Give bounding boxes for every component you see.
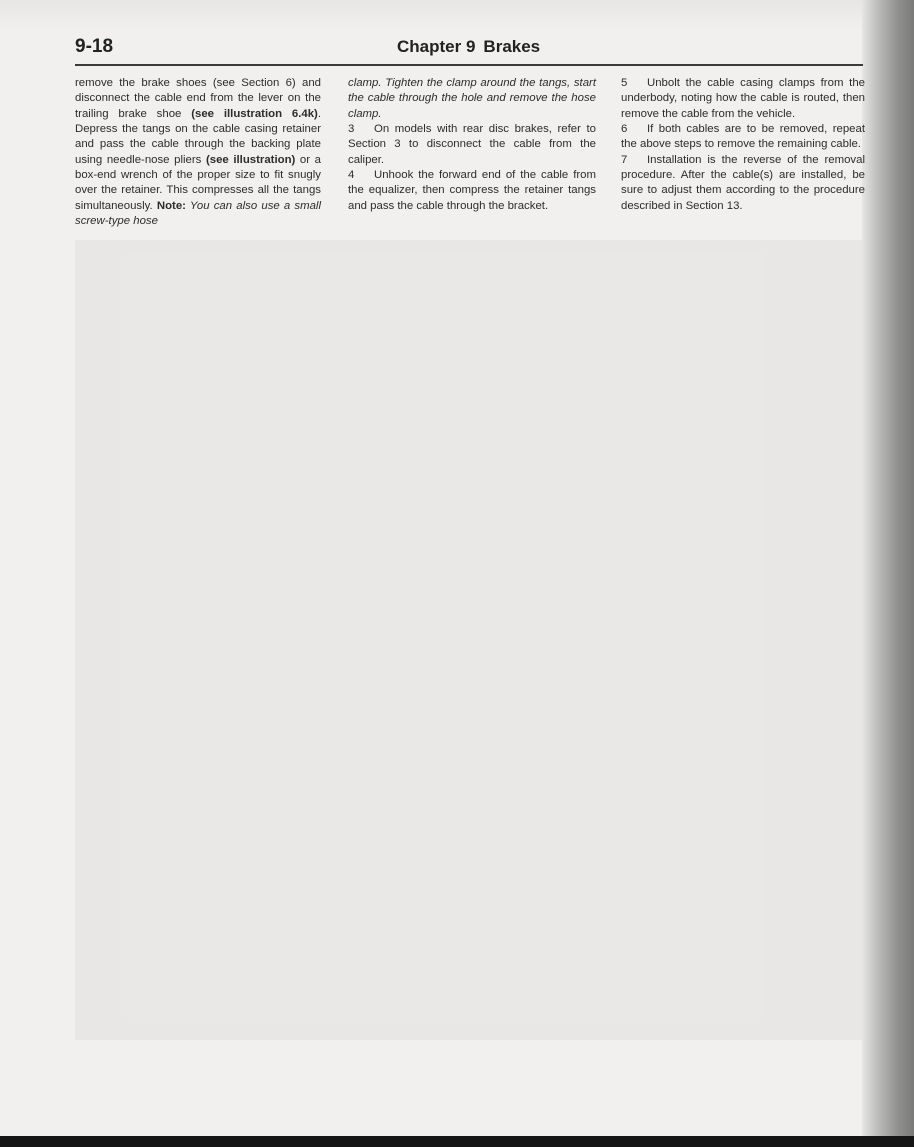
step-7 — [621, 153, 865, 214]
step-6 — [621, 122, 865, 153]
page-number: 9-18 — [75, 36, 114, 57]
illustration-reference: (see illustration 6.4k) — [191, 107, 318, 120]
step-text: On models with rear disc brakes, refer to Section 3 to disconnect the cable from the caliper. — [348, 123, 596, 166]
text-column-2 — [348, 76, 596, 214]
top-shade — [0, 0, 914, 30]
step-text: If both cables are to be removed, repeat the above steps to remove the remaining cable. — [621, 123, 865, 151]
chapter-label: Chapter 9 — [397, 37, 476, 56]
step-number: 7 — [621, 153, 628, 166]
text-column-3 — [621, 76, 865, 214]
chapter-name: Brakes — [483, 37, 541, 56]
body-text: . Depress the tangs on the cable casing retainer and pass the cable through the backing plate using needle-nose pliers — [75, 107, 321, 166]
step-number: 4 — [348, 169, 355, 182]
step-text: Unbolt the cable casing clamps from the underbody, noting how the cable is routed, then remove the cable from the vehicle. — [621, 77, 865, 120]
page-edge-shadow — [862, 0, 914, 1147]
step-5 — [621, 76, 865, 122]
note-continued — [348, 76, 596, 122]
step-number: 6 — [621, 123, 628, 136]
bottom-edge — [0, 1136, 914, 1147]
step-3 — [348, 122, 596, 168]
step-text: Unhook the forward end of the cable from the equalizer, then compress the retainer tangs and pass the cable through the bracket. — [348, 169, 596, 212]
note-label: Note: — [156, 199, 186, 212]
step-4 — [348, 168, 596, 214]
text-column-1 — [75, 76, 321, 229]
body-text: remove the brake shoes (see Section 6) and disconnect the cable end from the lever on the trailing brake shoe — [75, 77, 321, 120]
note-text: You can also use a small screw-type hose — [75, 199, 321, 228]
chapter-heading — [397, 37, 540, 57]
paragraph-continued — [75, 76, 321, 229]
note-text: clamp. Tighten the clamp around the tangs, start the cable through the hole and remove the hose clamp. — [348, 77, 596, 120]
step-number: 5 — [621, 77, 628, 89]
step-number: 3 — [348, 123, 355, 136]
bleed-through-area — [75, 240, 865, 1040]
illustration-reference: (see illustration) — [205, 153, 296, 166]
header-rule — [75, 64, 863, 66]
body-text: or a box-end wrench of the proper size to fit snugly over the retainer. This compresses all the tangs simultaneously. — [75, 153, 321, 212]
step-text: Installation is the reverse of the removal procedure. After the cable(s) are installed, be sure to adjust them according to the procedure described in Section 13. — [621, 153, 865, 212]
